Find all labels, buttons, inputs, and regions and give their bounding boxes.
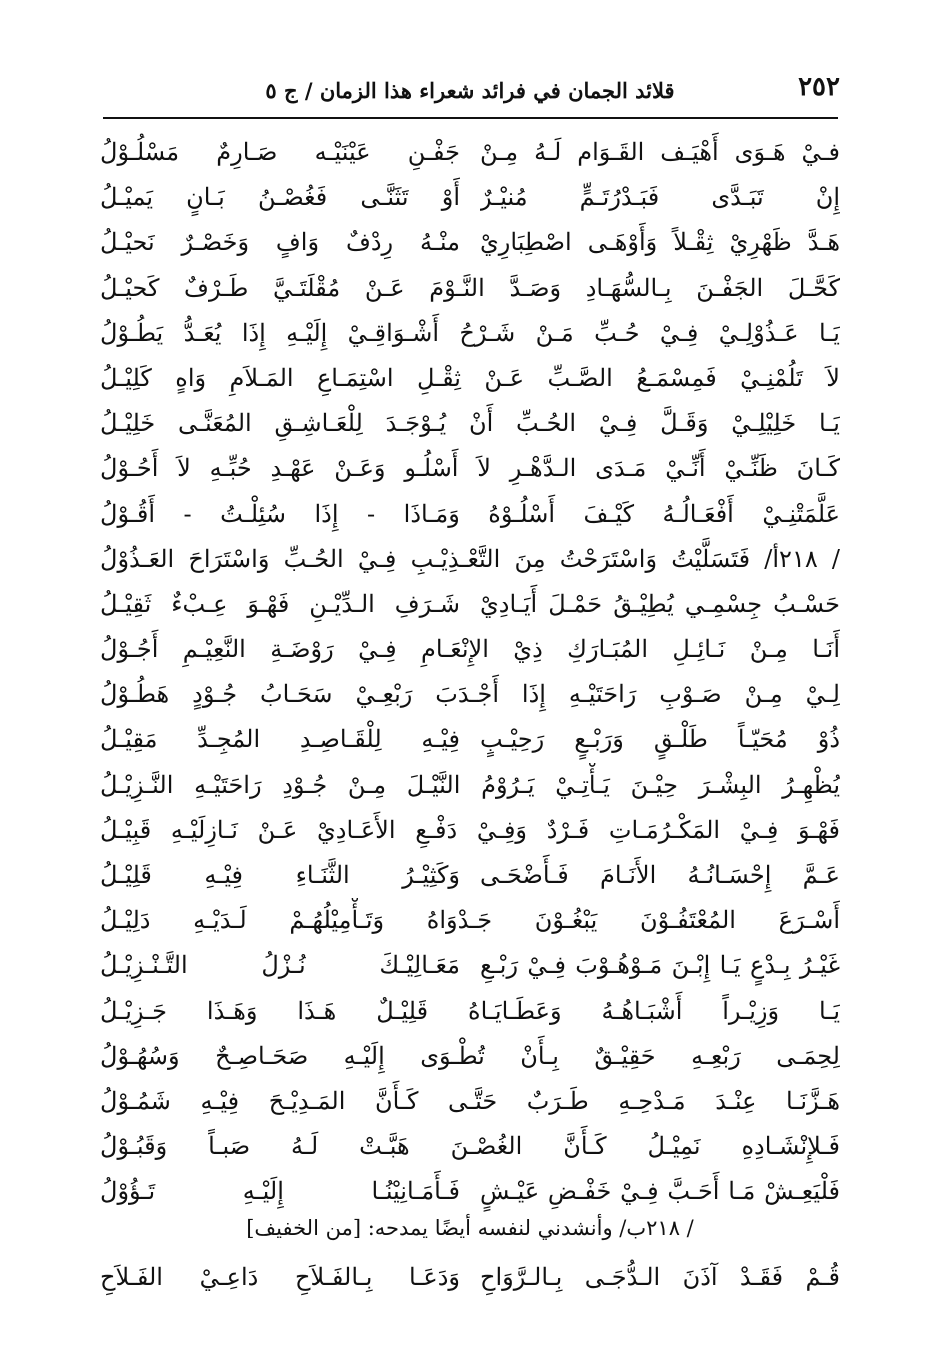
verse-line xyxy=(100,130,840,175)
verse-line: كَحَّـلَ الجَفْـنَ بِـالسُّهَـادِ وَصَـدَّ النَّـوْمَ عَـنْ مُقْلَتَـيَّ طَـرْفٌ كَحيْـلُ xyxy=(100,273,840,302)
verse-line xyxy=(100,175,840,220)
header-rule xyxy=(103,117,838,119)
page-header xyxy=(100,72,840,112)
hemistich-left: منْـهُ رِدْفٌ وَافٍ وَخَصْـرٌ نَحيْـلُ xyxy=(100,228,460,257)
verse-line xyxy=(100,717,840,762)
verse-line: كَـانَ ظَنِّـيْ أَنِّـيْ مَـدَى الـدَّهْـرِ لاَ أَسْلُـو وَعَـنْ عَهْـدِ حُبِّـهِ لاَ أَحُـوْلُ xyxy=(100,454,840,483)
hemistich-right: غَيْـرُ بِـدْعٍ يَـا إِبْـنَ مَـوْهُـوْبَ فِـيْ رَبْـعِ xyxy=(480,951,840,980)
verse-line: يَـا عَـذُوْلِـيْ فِـيْ حُـبِّ مَـنْ شَـرْحُ أَشْـوَاقِـيْ إِلَيْـهِ إِذَا يُعَـدُّ يَطُـوْلُ xyxy=(100,318,840,347)
verse-line: هَـزَّنَـا عِنْـدَ مَـدْحِـهِ طَـرَبٌ حَتَّـى كَـأَنَّ المَـدِيْـحَ فِيْـهِ شَمُـوْلُ xyxy=(100,1086,840,1115)
verse-line: فَـلإِنْشَـادِهِ نَمِيْـلُ كَـأَنَّ الغُصْـنَ هَبَّـتْ لَـهُ صَبـاً وَقَبُـوْلُ xyxy=(100,1132,840,1161)
hemistich-right: إِنْ تَبَـدَّى فَبَـدْرُتَـمٍّ مُنيْـرٌ xyxy=(480,183,840,212)
verse-line xyxy=(100,853,840,898)
verse-line: / ٢١٨أ/ فَتَسَلَّيْتُ وَاسْتَرَحْتُ مِنَ التَّعْـذِيْـبِ فِـيْ الحُـبِّ وَاسْتَرَاحَ العَـذُوْلُ xyxy=(100,544,840,573)
verse-line: فَهْـوَ فِـيْ المَكْـرُمَـاتِ فَـرْدٌ وَفِـيْ دَفْـعِ الأَعَـادِيْ عَـنْ نَـازِلَيْـهِ قَبِيْـلُ xyxy=(100,815,840,844)
hemistich-left: جَفْـنِ عَيْنَيْـه صَـارِمٌ مَسْلُـوْلُ xyxy=(100,138,460,166)
verse-line: يَـا وَزِيْـراً أَشْبَـاهُـهُ وَعَطَـايَـاهُ قَلِيْـلٌ هَـذَا وَهَـذَا جَـزِيْـلُ xyxy=(100,996,840,1025)
running-title: قلائد الجمان في فرائد شعراء هذا الزمان / ج ٥ xyxy=(265,78,675,103)
verse-line: يُظْهِـرُ البِشْـرَ حِيْـنَ يَـأْتِـيْ يَـرُوْمُ النَّيْـلَ مِـنْ جُـوْدِ رَاحَتَيْـهِ النَّـزِيْـلُ xyxy=(100,770,840,799)
hemistich-right: عَـمَّ إِحْسَـانُـهُ الأَنَـامَ فَـأَضْحَـى xyxy=(480,861,840,889)
verse-line: لِحِمَـى رَبْعِـهِ حَقِيْـقٌ بِـأَنْ تُطْـوَى إِلَيْـهِ صَحَـاصِـحٌ وَسُهُـوْلُ xyxy=(100,1041,840,1070)
hemistich-left: شَـرَفِ الـدِّيْـنِ فَهْـوَ عِـبْءٌ ثَقِيْـلُ xyxy=(100,589,460,618)
hemistich-right: فـيْ هَـوَى أَهْيَـف القَـوَام لَـهُ مِـنْ xyxy=(480,138,840,166)
verse-line xyxy=(100,582,840,627)
hemistich-right: حَسْـبُ جِسْمِـي يُطِيْـقُ حَمْـلَ أَيَـادِيْ xyxy=(480,589,840,618)
poem-verses xyxy=(100,130,840,1215)
verse-line xyxy=(100,943,840,988)
final-verse xyxy=(100,1252,840,1302)
verse-line: أَسْـرَعَ المُعْتَفُـوْنَ يَبْغُـوْنَ جَـدْوَاهُ وَتَـأْمِيْلُهُـمْ لَـدَيْـهِ دَلِيْـلُ xyxy=(100,906,840,935)
hemistich-left: مَعَـالِيْـكَ نُـزْلُ التَّـنْـزِيْـلُ xyxy=(100,951,460,980)
verse-line xyxy=(100,220,840,265)
verse-line: لاَ تَلُمْنِـيْ فَمِسْمَـعُ الصَّـبِّ عَـنْ ثِقْـلِ اسْتِمَـاعِ المَـلاَمِ وَاهٍ كَلِيْـلُ xyxy=(100,363,840,392)
hemistich-left: وَدَعَـا بِـالفَـلاَحِ دَاعِـيْ الفَـلاَحِ xyxy=(100,1263,460,1291)
verse-line: لِـيْ مِـنْ صَـوْبِ رَاحَتَيْـهِ إِذَا أَجْـدَبَ رَبْعِـيْ سَحَـابُ جُـوْدٍ هَطُـوْلُ xyxy=(100,680,840,709)
verse-line: أَنَـا مِـنْ نَـائِـلِ المُبَـارَكِ ذِيْ الإِنْعَـامِ فِـيْ رَوْضَـةِ النَّعِيْـمِ أَجُـوْلُ xyxy=(100,635,840,664)
hemistich-right: فَلْيَعِـشْ مَـا أَحَـبَّ فِـيْ خَفْـضِ عَيْـشٍ xyxy=(480,1177,840,1206)
hemistich-left: فَـأَمَـانِيْنُـا إِلَيْـهِ تَـؤُوْلُ xyxy=(100,1177,460,1206)
hemistich-left: وَكَثِيْـرُ الثَّنَـاءِ فِيْـهِ قَلِيْـلُ xyxy=(100,861,460,889)
page-number: ٢٥٢ xyxy=(798,72,840,102)
hemistich-right: ذُوْ مُحَيّـاً طَلْـقٍ وَرَبْـعٍ رَحِيْـبٍ xyxy=(480,725,840,754)
hemistich-right: قُـمْ فَقَـدْ آذَنَ الـدُّجَـى بِـالـرَّوَاحِ xyxy=(480,1263,840,1291)
verse-line: عَلَّمَتْنِـيْ أَفْعَـالُـهُ كَيْـفَ أَسْلُـوْهُ وَمَـاذَا - إِذَا سُئِلْـتُ - أَقُـوْلُ xyxy=(100,499,840,528)
hemistich-left: فِيْـهِ لِلْقَـاصِـدِ المُجِـدِّ مَقِيْـلُ xyxy=(100,725,460,754)
verse-line xyxy=(100,1169,840,1214)
poem-introduction: / ٢١٨ب/ وأنشدني لنفسه أيضًا يمدحه: [من الخفيف] xyxy=(246,1216,694,1240)
hemistich-left: أَوْ تَثَنَّـى فَغُصْـنُ بَـانٍ يَميْـلُ xyxy=(100,183,460,212)
hemistich-right: هَـدَّ ظَهْرِيْ ثِقْـلاً وَأَوْهَـى اصْطِبَارِيْ xyxy=(480,228,840,257)
verse-line: يَـا خَلِيْلِـيْ وَقَـلَّ فِـيْ الحُـبِّ أَنْ يُـوْجَـدَ لِلْعَـاشِـقِ المُعَنَّـى خَلِيْـلُ xyxy=(100,409,840,438)
